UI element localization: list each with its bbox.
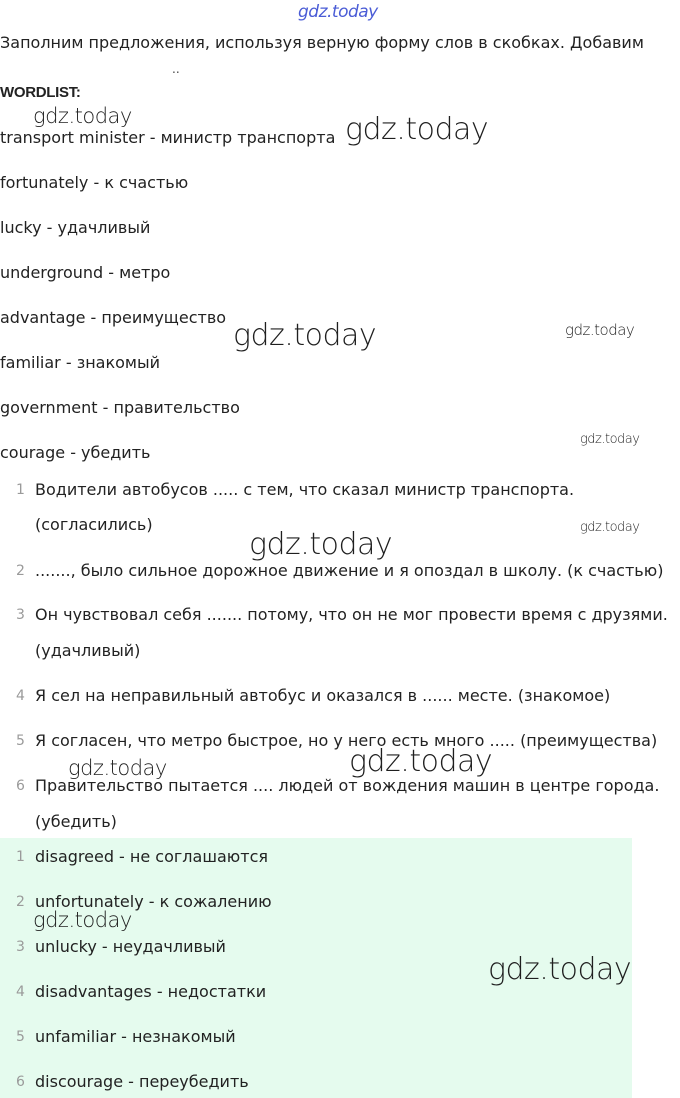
answer-number: 5	[16, 1029, 25, 1045]
watermark-text: gdz.today	[33, 908, 132, 932]
question-number: 3	[16, 607, 25, 623]
question-hint: (согласились)	[35, 515, 153, 534]
answer-text: disadvantages - недостатки	[35, 982, 267, 1001]
question-number: 2	[16, 563, 25, 579]
question-text: Я сел на неправильный автобус и оказался в ...... месте. (знакомое)	[35, 686, 611, 705]
wordlist-item: advantage - преимущество	[0, 308, 227, 327]
watermark-text: gdz.today	[233, 318, 377, 353]
question-number: 4	[16, 688, 25, 704]
watermark-text: gdz.today	[249, 527, 393, 562]
question-text: ......., было сильное дорожное движение и я опоздал в школу. (к счастью)	[35, 561, 664, 580]
watermark-text: gdz.today	[298, 2, 378, 22]
watermark-text: gdz.today	[580, 432, 640, 447]
answer-text: unfamiliar - незнакомый	[35, 1027, 236, 1046]
question-text: Я согласен, что метро быстрое, но у него есть много ..... (преимущества)	[35, 731, 658, 750]
question-text: Правительство пытается .... людей от вождения машин в центре города.	[35, 776, 660, 795]
watermark-text: gdz.today	[68, 756, 167, 780]
answer-text: disagreed - не соглашаются	[35, 847, 268, 866]
answer-text: unlucky - неудачливый	[35, 937, 226, 956]
watermark-text: gdz.today	[33, 104, 132, 128]
watermark-text: gdz.today	[349, 744, 493, 779]
wordlist-item: courage - убедить	[0, 443, 151, 462]
wordlist-item: underground - метро	[0, 263, 171, 282]
instruction-text: Заполним предложения, используя верную форму слов в скобках. Добавим	[0, 33, 644, 52]
question-number: 5	[16, 733, 25, 749]
wordlist-item: transport minister - министр транспорта	[0, 128, 336, 147]
answer-number: 2	[16, 894, 25, 910]
answer-number: 3	[16, 939, 25, 955]
answer-text: discourage - переубедить	[35, 1072, 249, 1091]
question-text: Он чувствовал себя ....... потому, что он не мог провести время с друзями.	[35, 605, 668, 624]
question-number: 1	[16, 482, 25, 498]
question-number: 6	[16, 778, 25, 794]
watermark-text: gdz.today	[488, 952, 632, 987]
watermark-text: gdz.today	[345, 112, 489, 147]
question-hint: (убедить)	[35, 812, 117, 831]
answer-text: unfortunately - к сожалению	[35, 892, 272, 911]
wordlist-heading: WORDLIST:	[0, 84, 81, 101]
answer-number: 1	[16, 849, 25, 865]
watermark-text: gdz.today	[565, 321, 635, 339]
watermark-text: gdz.today	[580, 520, 640, 535]
answer-number: 4	[16, 984, 25, 1000]
answer-number: 6	[16, 1074, 25, 1090]
wordlist-item: fortunately - к счастью	[0, 173, 189, 192]
instruction-continuation: ..	[172, 62, 180, 76]
question-hint: (удачливый)	[35, 641, 141, 660]
wordlist-item: government - правительство	[0, 398, 240, 417]
question-text: Водители автобусов ..... с тем, что сказал министр транспорта.	[35, 480, 575, 499]
wordlist-item: familiar - знакомый	[0, 353, 161, 372]
wordlist-item: lucky - удачливый	[0, 218, 151, 237]
